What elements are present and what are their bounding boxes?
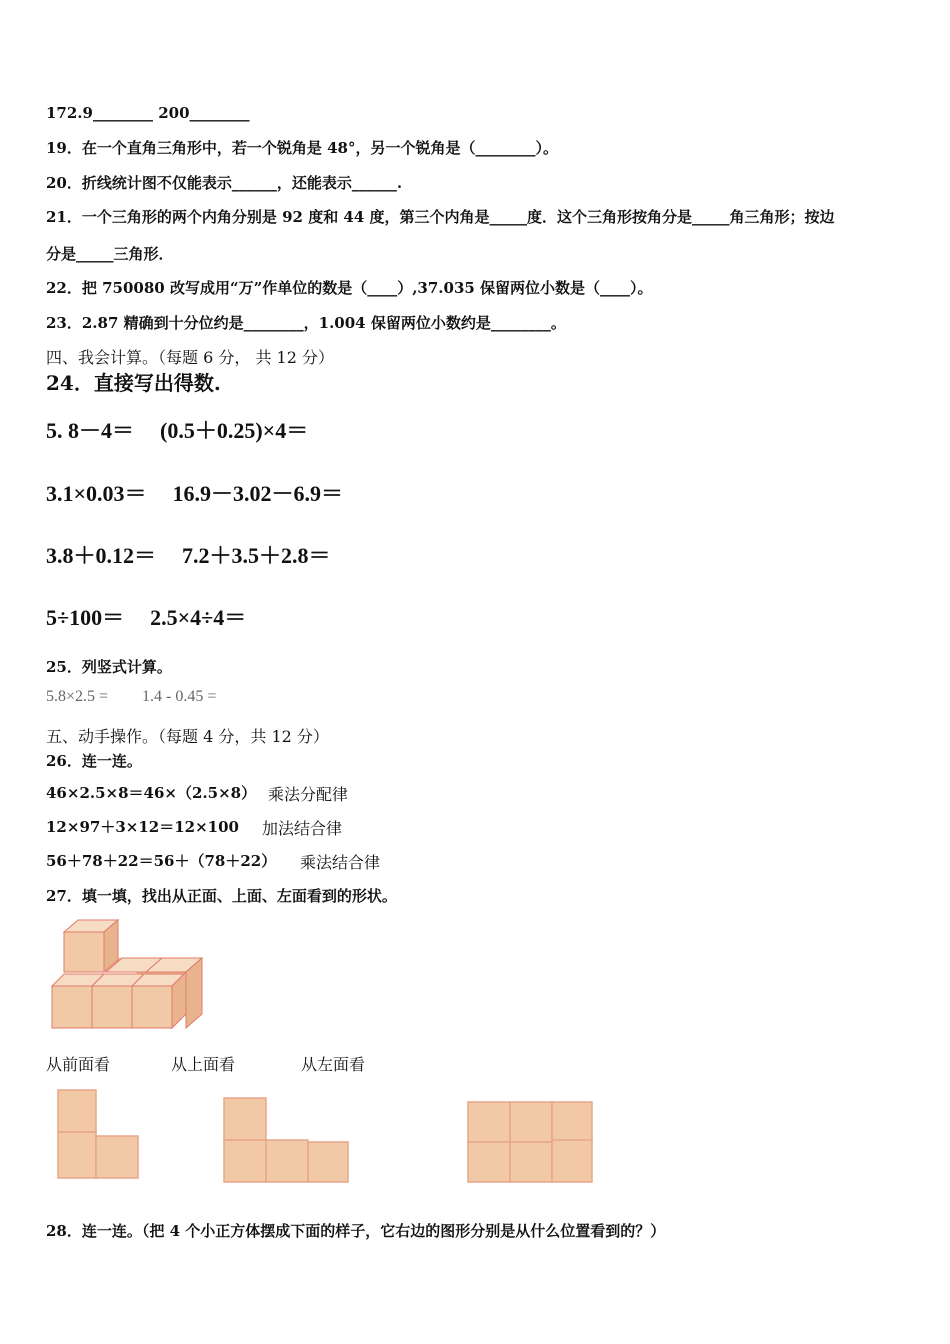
oral-row [46, 477, 343, 508]
match-left: 46×2.5×8＝46×（2.5×8） [46, 784, 257, 802]
match-left: 12×97＋3×12＝12×100 [46, 818, 239, 836]
question-21-line2: 分是_____三角形． [46, 245, 174, 263]
question-23: 23．2.87 精确到十分位约是________，1.004 保留两位小数约是________。 [46, 314, 566, 332]
oral-item: 3.8＋0.12＝ [46, 543, 157, 568]
oral-row [46, 601, 246, 632]
question-21-line1: 21．一个三角形的两个内角分别是 92 度和 44 度，第三个内角是_____度．这个三角形按角分是_____角三角形；按边 [46, 208, 835, 226]
oral-item: 5. 8－4＝ [46, 418, 135, 443]
match-right: 乘法分配律 [268, 785, 349, 804]
question-19: 19．在一个直角三角形中，若一个锐角是 48°，另一个锐角是（________）。 [46, 139, 558, 157]
oral-item: 5÷100＝ [46, 605, 125, 630]
question-27: 27．填一填，找出从正面、上面、左面看到的形状。 [46, 887, 397, 905]
oral-item: (0.5＋0.25)×4＝ [160, 418, 309, 443]
view-label-top: 从上面看 [171, 1055, 236, 1074]
view-shape-b [222, 1096, 354, 1186]
oral-item: 2.5×4÷4＝ [150, 605, 247, 630]
vertical-calc-item: 1.4 - 0.45 = [142, 688, 217, 705]
question-25: 25．列竖式计算。 [46, 658, 172, 676]
oral-item: 16.9－3.02－6.9＝ [172, 481, 344, 506]
match-right: 乘法结合律 [300, 853, 381, 872]
section-4-heading: 四、我会计算。（每题 6 分， 共 12 分） [46, 348, 334, 367]
section-5-heading: 五、动手操作。（每题 4 分，共 12 分） [46, 727, 329, 746]
match-left: 56＋78＋22＝56＋（78＋22） [46, 852, 277, 870]
view-label-left: 从左面看 [301, 1055, 366, 1074]
view-shape-c [466, 1100, 596, 1186]
question-24: 24．直接写出得数. [46, 371, 221, 395]
question-20: 20．折线统计图不仅能表示______，还能表示______. [46, 174, 403, 192]
view-shape-a [56, 1088, 144, 1182]
oral-row [46, 414, 308, 445]
vertical-calc-item: 5.8×2.5 = [46, 688, 109, 705]
question-22: 22．把 750080 改写成用“万”作单位的数是（____）,37.035 保留两位小数是（____）。 [46, 279, 653, 297]
question-26: 26．连一连。 [46, 752, 142, 770]
oral-item: 3.1×0.03＝ [46, 481, 147, 506]
question-28: 28．连一连。（把 4 个小正方体摆成下面的样子，它右边的图形分别是从什么位置看到的？） [46, 1222, 666, 1240]
oral-item: 7.2＋3.5＋2.8＝ [182, 543, 331, 568]
oral-row [46, 539, 331, 570]
match-right: 加法结合律 [262, 819, 343, 838]
vertical-calc-row [46, 688, 216, 706]
view-label-front: 从前面看 [46, 1055, 111, 1074]
cube-stack-figure [46, 918, 206, 1030]
q18-tail: 172.9________ 200________ [46, 104, 250, 122]
